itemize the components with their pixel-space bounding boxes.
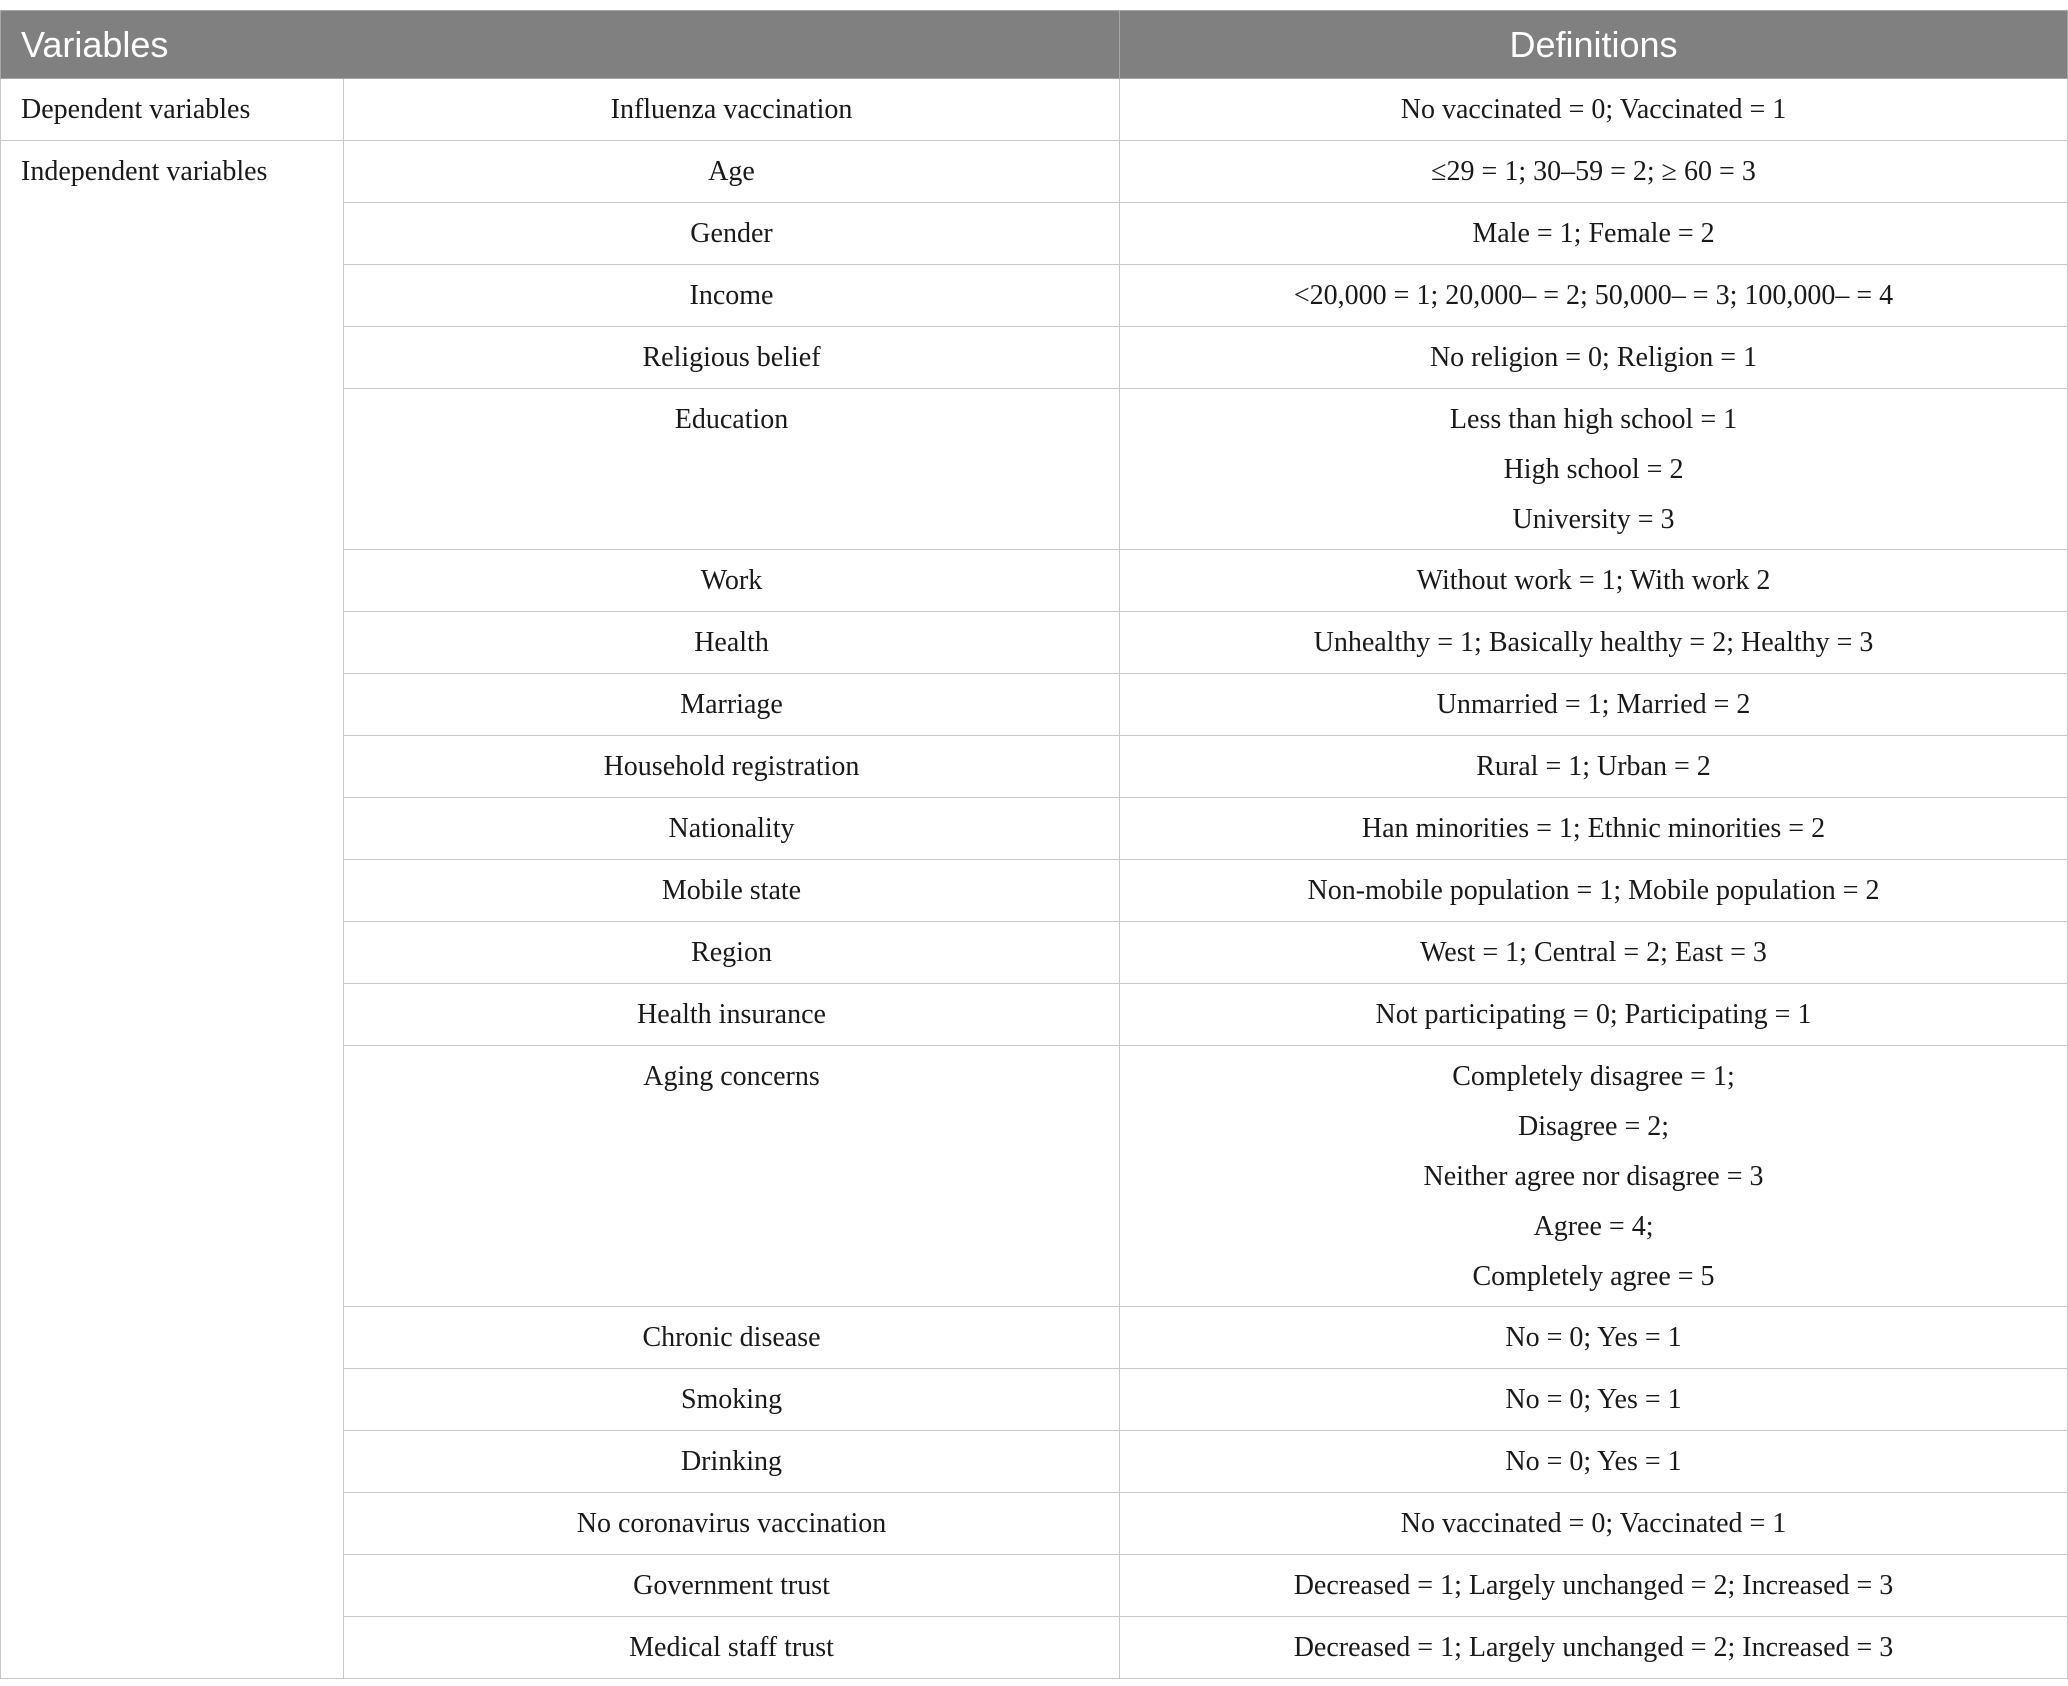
variable-definition — [1120, 203, 2068, 265]
variable-name: Medical staff trust — [344, 1617, 1120, 1679]
variable-definition — [1120, 265, 2068, 327]
definition-line: Male = 1; Female = 2 — [1472, 218, 1715, 249]
variable-name: Aging concerns — [344, 1046, 1120, 1307]
variable-name: Government trust — [344, 1555, 1120, 1617]
variable-name: Gender — [344, 203, 1120, 265]
variable-name: Income — [344, 265, 1120, 327]
table-header — [1, 11, 2068, 79]
variable-definition — [1120, 141, 2068, 203]
definition-line: Han minorities = 1; Ethnic minorities = 2 — [1361, 813, 1826, 844]
definition-line: No = 0; Yes = 1 — [1505, 1384, 1682, 1415]
variable-name: Marriage — [344, 674, 1120, 736]
variable-definition — [1120, 1369, 2068, 1431]
definition-line: Completely disagree = 1; — [1452, 1061, 1735, 1092]
variable-name: Region — [344, 922, 1120, 984]
variable-definition — [1120, 1307, 2068, 1369]
variable-name: Mobile state — [344, 860, 1120, 922]
definition-line: High school = 2 — [1503, 454, 1684, 485]
definition-line: Less than high school = 1 — [1449, 404, 1738, 435]
variable-definition — [1120, 1555, 2068, 1617]
table-row — [1, 79, 2068, 141]
variable-name: Education — [344, 389, 1120, 550]
definition-line: Unhealthy = 1; Basically healthy = 2; Healthy = 3 — [1313, 627, 1874, 658]
definition-line: Not participating = 0; Participating = 1 — [1375, 999, 1812, 1030]
variable-name: Smoking — [344, 1369, 1120, 1431]
variable-definition — [1120, 1493, 2068, 1555]
definition-line: <20,000 = 1; 20,000– = 2; 50,000– = 3; 100,000– = 4 — [1293, 280, 1894, 311]
table-row — [1, 141, 2068, 203]
definition-line: Neither agree nor disagree = 3 — [1423, 1161, 1764, 1192]
variable-name: Age — [344, 141, 1120, 203]
header-definitions: Definitions — [1120, 11, 2068, 79]
definition-line: Agree = 4; — [1533, 1211, 1654, 1242]
variable-definition — [1120, 550, 2068, 612]
definition-line: ≤29 = 1; 30–59 = 2; ≥ 60 = 3 — [1431, 156, 1756, 187]
definition-line: No vaccinated = 0; Vaccinated = 1 — [1400, 94, 1787, 125]
group-label: Dependent variables — [1, 79, 344, 141]
variable-name: Health — [344, 612, 1120, 674]
definition-line: No = 0; Yes = 1 — [1505, 1322, 1682, 1353]
variable-definition — [1120, 798, 2068, 860]
variable-definition — [1120, 327, 2068, 389]
variables-table-container — [0, 10, 2068, 1679]
variables-definitions-table — [0, 10, 2068, 1679]
variable-definition — [1120, 79, 2068, 141]
definition-line: Unmarried = 1; Married = 2 — [1436, 689, 1751, 720]
variable-definition — [1120, 860, 2068, 922]
table-body — [1, 79, 2068, 1679]
variable-name: Religious belief — [344, 327, 1120, 389]
definition-line: Non-mobile population = 1; Mobile population = 2 — [1307, 875, 1880, 906]
variable-definition — [1120, 389, 2068, 550]
variable-name: Drinking — [344, 1431, 1120, 1493]
definition-line: Completely agree = 5 — [1472, 1261, 1715, 1292]
variable-definition — [1120, 612, 2068, 674]
variable-definition — [1120, 922, 2068, 984]
variable-definition — [1120, 1046, 2068, 1307]
variable-name: Nationality — [344, 798, 1120, 860]
definition-line: Decreased = 1; Largely unchanged = 2; Increased = 3 — [1293, 1632, 1894, 1663]
variable-definition — [1120, 1431, 2068, 1493]
definition-line: Decreased = 1; Largely unchanged = 2; Increased = 3 — [1293, 1570, 1894, 1601]
definition-line: No religion = 0; Religion = 1 — [1429, 342, 1758, 373]
variable-definition — [1120, 674, 2068, 736]
group-label: Independent variables — [1, 141, 344, 1679]
definition-line: West = 1; Central = 2; East = 3 — [1420, 937, 1767, 968]
variable-definition — [1120, 736, 2068, 798]
definition-line: Without work = 1; With work 2 — [1416, 565, 1771, 596]
variable-name: Influenza vaccination — [344, 79, 1120, 141]
variable-name: Work — [344, 550, 1120, 612]
header-variables: Variables — [1, 11, 1120, 79]
header-row — [1, 11, 2068, 79]
variable-name: No coronavirus vaccination — [344, 1493, 1120, 1555]
definition-line: No vaccinated = 0; Vaccinated = 1 — [1400, 1508, 1787, 1539]
definition-line: Rural = 1; Urban = 2 — [1476, 751, 1711, 782]
variable-name: Household registration — [344, 736, 1120, 798]
definition-line: University = 3 — [1512, 504, 1675, 535]
variable-name: Chronic disease — [344, 1307, 1120, 1369]
variable-definition — [1120, 1617, 2068, 1679]
variable-definition — [1120, 984, 2068, 1046]
definition-line: Disagree = 2; — [1517, 1111, 1670, 1142]
definition-line: No = 0; Yes = 1 — [1505, 1446, 1682, 1477]
variable-name: Health insurance — [344, 984, 1120, 1046]
